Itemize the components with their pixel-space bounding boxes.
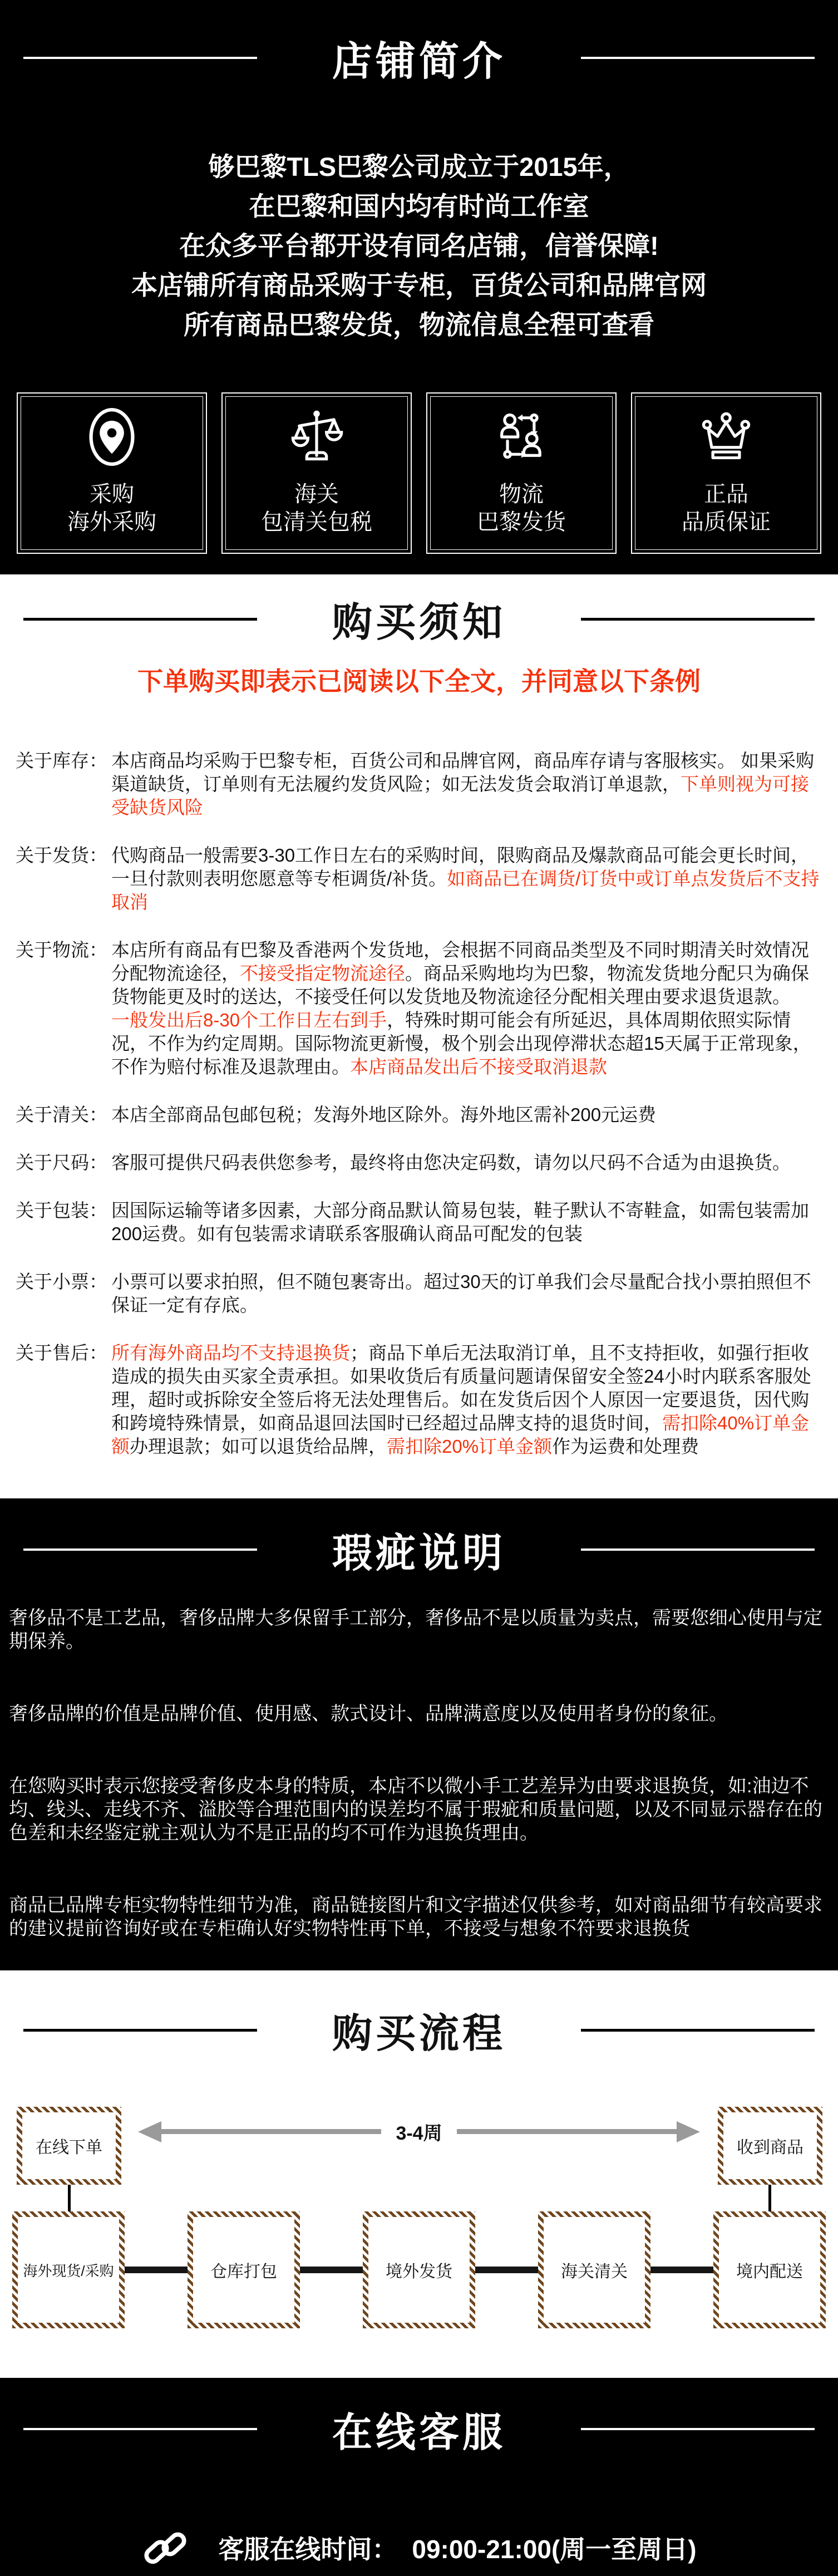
service-hours-value: 09:00-21:00(周一至周日) (412, 2535, 697, 2564)
notice-label: 关于小票： (16, 1271, 107, 1292)
flow-diagram (0, 2091, 838, 2331)
notice-item (16, 1103, 822, 1127)
notice-text (111, 844, 822, 914)
title-line-left (23, 2029, 257, 2032)
store-intro-text (0, 147, 838, 345)
notice-text (111, 1103, 822, 1127)
defect-note-title-row (0, 1521, 838, 1579)
feature-label-line2: 品质保证 (682, 510, 771, 534)
notice-label: 关于清关： (16, 1104, 107, 1125)
title-line-left (23, 2428, 257, 2430)
notice-segment: 小票可以要求拍照，但不随包裹寄出。超过30天的订单我们会尽量配合找小票拍照但不保证一定有存底。 (111, 1271, 811, 1315)
flow-start-label: 在线下单 (36, 2139, 102, 2157)
notice-label: 关于包装： (16, 1200, 107, 1221)
service-hours-text (218, 2529, 696, 2566)
defect-paragraph: 奢侈品不是工艺品，奢侈品牌大多保留手工部分，奢侈品不是以质量为卖点，需要您细心使用与定期保养。 (9, 1607, 822, 1652)
notice-text (111, 1341, 822, 1458)
purchase-notice-title-row (0, 590, 838, 648)
feature-box-row (0, 392, 838, 554)
flow-duration-label: 3-4周 (396, 2123, 442, 2144)
notice-text (111, 749, 822, 819)
purchase-flow-section (0, 1970, 838, 2378)
arrow-right-icon (457, 2121, 700, 2142)
notice-highlight: 不接受指定物流途径 (240, 963, 405, 984)
notice-text (111, 1199, 822, 1246)
notice-highlight: 需扣除20%订单金额 (387, 1436, 553, 1457)
service-hours-label: 客服在线时间： (218, 2535, 398, 2564)
flow-end-label: 收到商品 (737, 2139, 804, 2157)
purchase-flow-title: 购买流程 (332, 2012, 506, 2056)
store-intro-title: 店铺简介 (332, 40, 506, 84)
notice-list (0, 749, 838, 1458)
feature-box (221, 392, 412, 554)
flow-step-connector (650, 2267, 713, 2273)
flow-duration-arrows (138, 2118, 700, 2145)
purchase-notice-subtitle: 下单购买即表示已阅读以下全文，并同意以下条例 (137, 667, 701, 696)
defect-paragraph: 奢侈品牌的价值是品牌价值、使用感、款式设计、品牌满意度以及使用者身份的象征。 (9, 1703, 728, 1724)
feature-label-line1: 正品 (704, 482, 748, 507)
notice-text (111, 938, 822, 1079)
intro-line: 在巴黎和国内均有时尚工作室 (249, 191, 589, 221)
title-line-right (581, 618, 815, 621)
title-line-right (581, 2428, 815, 2430)
notice-label: 关于尺码： (16, 1152, 107, 1173)
flow-step-connector (300, 2267, 363, 2273)
notice-text (111, 1270, 822, 1317)
customer-service-title: 在线客服 (332, 2411, 506, 2455)
store-intro-section (0, 0, 838, 574)
flow-start-box (17, 2107, 121, 2185)
chain-link-icon (141, 2524, 189, 2572)
notice-highlight: 本店商品发出后不接受取消退款 (350, 1056, 607, 1077)
flow-step-box: 境内配送 (713, 2211, 826, 2328)
feature-label-line2: 包清关包税 (261, 510, 372, 534)
flow-steps-row (12, 2211, 826, 2328)
intro-line: 本店铺所有商品采购于专柜，百货公司和品牌官网 (131, 271, 707, 300)
title-line-left (23, 57, 257, 59)
notice-segment: 本店全部商品包邮包税；发海外地区除外。海外地区需补200元运费 (111, 1104, 657, 1125)
flow-end-box (718, 2107, 822, 2185)
notice-label: 关于售后： (16, 1343, 107, 1363)
feature-label-line2: 海外采购 (67, 510, 156, 534)
notice-segment: 因国际运输等诸多因素，大部分商品默认简易包装，鞋子默认不寄鞋盒，如需包装需加200运费。如有包装需求请联系客服确认商品可配发的包装 (111, 1200, 809, 1244)
notice-highlight: 如商品已在调货/订货中或订单点发货后不支持取消 (111, 868, 820, 912)
flow-step-box: 仓库打包 (188, 2211, 300, 2328)
title-line-right (581, 2029, 815, 2032)
purchase-flow-title-row (0, 2001, 838, 2059)
notice-highlight: 需扣除40%订单金额 (111, 1413, 810, 1457)
defect-note-title: 瑕疵说明 (332, 1531, 506, 1576)
store-intro-title-row (0, 29, 838, 87)
notice-segment: 本店商品均采购于巴黎专柜，百货公司和品牌官网，商品库存请与客服核实。 如果采购渠道缺货，订单则有无法履约发货风险；如无法发货会取消订单退款， (111, 750, 815, 794)
feature-box (631, 392, 821, 554)
notice-segment: 。商品采购地均为巴黎，物流发货地分配只为确保货物能更及时的送达，不接受任何以发货地及物流途径分配相关理由要求退货退款。 (111, 963, 809, 1007)
notice-item (16, 1199, 822, 1246)
feature-label-line1: 采购 (90, 482, 134, 507)
notice-item (16, 1151, 822, 1174)
feature-label-line1: 物流 (499, 482, 544, 507)
flow-connector-right (768, 2185, 771, 2211)
feature-label-line2: 巴黎发货 (477, 510, 566, 534)
arrow-left-icon (138, 2121, 381, 2142)
scales-icon (288, 408, 346, 466)
flow-step-connector (125, 2267, 188, 2273)
intro-line: 所有商品巴黎发货，物流信息全程可查看 (184, 310, 654, 340)
notice-item (16, 1270, 822, 1317)
notice-label: 关于物流： (16, 940, 107, 960)
notice-label: 关于库存： (16, 750, 107, 771)
notice-segment: 代购商品一般需要3-30工作日左右的采购时间，限购商品及爆款商品可能会更长时间，一旦付款则表明您愿意等专柜调货/补货。 (111, 845, 810, 889)
crown-icon (697, 408, 755, 466)
title-line-left (23, 1548, 257, 1551)
notice-item (16, 938, 822, 1079)
title-line-left (23, 618, 257, 621)
notice-segment: 客服可提供尺码表供您参考，最终将由您决定码数，请勿以尺码不合适为由退换货。 (111, 1152, 791, 1173)
flow-step-box: 海关清关 (538, 2211, 650, 2328)
flow-step-box: 海外现货/采购 (12, 2211, 125, 2328)
customer-service-title-row (0, 2400, 838, 2458)
purchase-notice-section (0, 574, 838, 1498)
intro-line: 够巴黎TLS巴黎公司成立于2015年， (208, 152, 630, 181)
logistics-exchange-icon (492, 408, 550, 466)
title-line-right (581, 1548, 815, 1551)
flow-step-box: 境外发货 (363, 2211, 475, 2328)
notice-item (16, 1341, 822, 1458)
notice-item (16, 844, 822, 914)
notice-highlight: 下单则视为可接受缺货风险 (111, 774, 809, 818)
notice-segment: 本店所有商品有巴黎及香港两个发货地，会根据不同商品类型及不同时期清关时效情况分配物流途径， (111, 940, 809, 984)
feature-label-line1: 海关 (294, 482, 339, 507)
service-hours-row (0, 2524, 838, 2572)
notice-segment: 作为运费和处理费 (552, 1436, 699, 1457)
notice-highlight: 一般发出后8-30个工作日左右到手 (111, 1010, 387, 1030)
flow-connector-left (68, 2185, 71, 2211)
customer-service-section (0, 2378, 838, 2576)
notice-segment: ，特殊时期可能会有所延迟，具体周期依照实际情况，不作为约定周期。国际物流更新慢，极个别会出现停滞状态超15天属于正常现象，不作为赔付标准及退款理由。 (111, 1010, 811, 1077)
title-line-right (581, 57, 815, 59)
flow-step-connector (475, 2267, 538, 2273)
feature-box (426, 392, 617, 554)
notice-segment: ；商品下单后无法取消订单，且不支持拒收，如强行拒收造成的损失由买家全责承担。如果收货后有质量问题请保留安全签24小时内联系客服处理，超时或拆除安全签后将无法处理售后。如在发货后因个人原因一定要退货，因代购和跨境特殊情景，如商品退回法国时已经超过品牌支持的退货时间， (111, 1343, 811, 1433)
notice-item (16, 749, 822, 819)
defect-note-section (0, 1498, 838, 1970)
intro-line: 在众多平台都开设有同名店铺，信誉保障! (179, 231, 659, 260)
notice-label: 关于发货： (16, 845, 107, 866)
notice-highlight: 所有海外商品均不支持退换货 (111, 1343, 350, 1363)
defect-paragraphs (0, 1606, 838, 1940)
purchase-notice-title: 购买须知 (332, 601, 506, 645)
notice-text (111, 1151, 822, 1174)
feature-box (17, 392, 207, 554)
defect-paragraph: 商品已品牌专柜实物特性细节为准，商品链接图片和文字描述仅供参考，如对商品细节有较高要求的建议提前咨询好或在专柜确认好实物特性再下单，不接受与想象不符要求退换货 (9, 1895, 822, 1939)
location-pin-icon (83, 408, 141, 466)
defect-paragraph: 在您购买时表示您接受奢侈皮本身的特质，本店不以微小手工艺差异为由要求退换货，如:油边不均、线头、走线不齐、溢胶等合理范围内的误差均不属于瑕疵和质量问题，以及不同显示器存在的色差和未经鉴定就主观认为不是正品的均不可作为退换货理由。 (9, 1776, 822, 1843)
notice-segment: 办理退款；如可以退货给品牌， (130, 1436, 387, 1457)
